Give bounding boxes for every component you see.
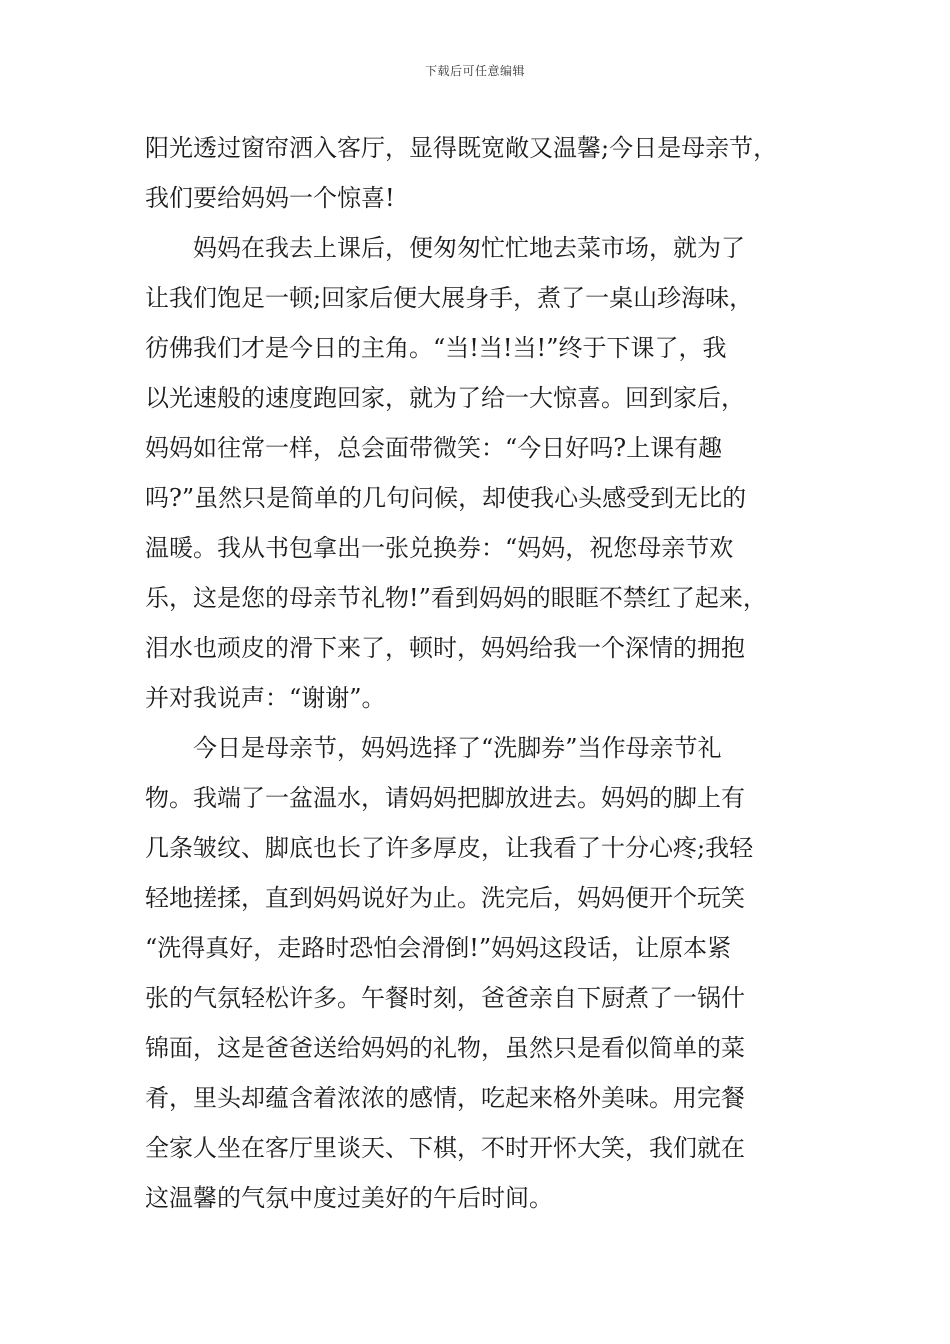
text-line: 我们要给妈妈一个惊喜!: [145, 184, 395, 212]
text-line: 泪水也顽皮的滑下来了，顿时，妈妈给我一个深情的拥抱: [145, 634, 745, 662]
text-line: 妈妈在我去上课后，便匆匆忙忙地去菜市场，就为了: [145, 234, 745, 262]
text-line: 张的气氛轻松许多。午餐时刻，爸爸亲自下厨煮了一锅什: [145, 984, 745, 1012]
text-line: 吗?”虽然只是简单的几句问候，却使我心头感受到无比的: [145, 484, 747, 512]
text-line: 锦面，这是爸爸送给妈妈的礼物，虽然只是看似简单的菜: [145, 1034, 745, 1062]
header-note: 下载后可任意编辑: [424, 64, 525, 78]
text-line: 今日是母亲节，妈妈选择了“洗脚券”当作母亲节礼: [145, 734, 722, 762]
text-line: 这温馨的气氛中度过美好的午后时间。: [145, 1184, 553, 1212]
text-line: 彷佛我们才是今日的主角。“当!当!当!”终于下课了，我: [145, 334, 727, 362]
text-line: 几条皱纹、脚底也长了许多厚皮，让我看了十分心疼;我轻: [145, 834, 754, 862]
text-line: 以光速般的速度跑回家，就为了给一大惊喜。回到家后，: [145, 384, 745, 412]
text-line: 让我们饱足一顿;回家后便大展身手，煮了一桌山珍海味，: [145, 284, 754, 312]
text-line: 温暖。我从书包拿出一张兑换券：“妈妈，祝您母亲节欢: [145, 534, 734, 562]
text-line: 肴，里头却蕴含着浓浓的感情，吃起来格外美味。用完餐: [145, 1084, 745, 1112]
text-line: 物。我端了一盆温水，请妈妈把脚放进去。妈妈的脚上有: [145, 784, 745, 812]
text-line: 妈妈如往常一样，总会面带微笑：“今日好吗?上课有趣: [145, 434, 723, 462]
text-line: 乐，这是您的母亲节礼物!”看到妈妈的眼眶不禁红了起来，: [145, 584, 767, 612]
text-line: 轻地搓揉，直到妈妈说好为止。洗完后，妈妈便开个玩笑: [145, 884, 745, 912]
text-line: 并对我说声：“谢谢”。: [145, 684, 386, 712]
text-line: 阳光透过窗帘洒入客厅，显得既宽敞又温馨;今日是母亲节，: [145, 134, 778, 162]
text-line: 全家人坐在客厅里谈天、下棋，不时开怀大笑，我们就在: [145, 1134, 745, 1162]
text-line: “洗得真好，走路时恐怕会滑倒!”妈妈这段话，让原本紧: [145, 934, 732, 962]
